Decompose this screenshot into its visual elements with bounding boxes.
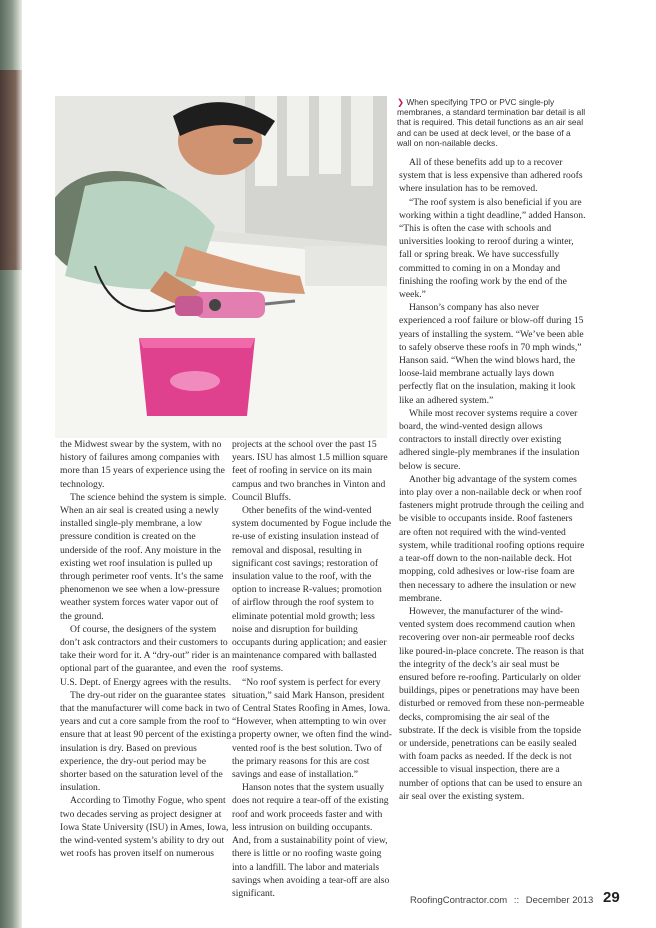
paragraph: However, the manufacturer of the wind-vented system does recommend caution when recovering over non-air permeable roof decks like poured-in-place concrete. The reason is that the integrity of the deck’s air seal must be ensured before re-roofing. Particularly on older buildings, pipes or penetrations may have been disturbed or removed from these non-permeable decks, compromising the air seal of the substrate. If the deck is visible from the topside or underside, penetrations can be easily sealed with foam packs as needed. If the deck is not accessible to visual inspection, there are a number of options that can be used to ensure an air seal over the existing system. [399, 605, 585, 802]
page-number: 29 [603, 889, 620, 906]
paragraph: projects at the school over the past 15 years. ISU has almost 1.5 million square feet of roofing in service on its main campus and two branches in Vinton and Council Bluffs. [232, 439, 388, 503]
caption-marker-icon: ❯ [397, 97, 405, 107]
paragraph: While most recover systems require a cover board, the wind-vented design allows contractors to install directly over existing adhered single-ply membranes if the insulation below is secure. [399, 407, 580, 472]
article-photo [55, 96, 387, 438]
paragraph: Hanson notes that the system usually does not require a tear-off of the existing roof and work proceeds faster and with less intrusion on building occupants. And, from a sustainability point of view, there is little or no roofing waste going into a landfill. The labor and materials savings when avoiding a tear-off are also significant. [232, 782, 390, 899]
paragraph: the Midwest swear by the system, with no history of failures among companies with more than 15 years of experience using the technology. [60, 439, 225, 490]
photo-caption [397, 97, 587, 148]
article-column-3 [399, 156, 586, 803]
caption-text: When specifying TPO or PVC single-ply membranes, a standard termination bar detail is all that is required. This detail functions as an air seal and can be used at deck level, or the base of a wall on non-nailable decks. [397, 97, 586, 148]
article-column-2 [232, 438, 392, 900]
footer-separator: :: [513, 895, 520, 906]
paragraph: Another big advantage of the system comes into play over a non-nailable deck or when roof fasteners might protrude through the ceiling and be visible to occupants inside. Roof fasteners are often not required with the wind-vented system, while traditional roofing options require a tear-off down to the non-nailable deck. Hot mopping, cold adhesives or low-rise foam are then necessary to adhere the insulation or new membrane. [399, 473, 585, 604]
paragraph: The science behind the system is simple. When an air seal is created using a newly installed single-ply membrane, a low pressure condition is created on the underside of the roof. Any moisture in the existing wet roof insulation is pulled up through perimeter roof vents. It’s the same phenomenon we see when a low-pressure weather system forces water vapor out of the ground. [60, 491, 227, 622]
paragraph: The dry-out rider on the guarantee states that the manufacturer will come back in two years and cut a core sample from the roof to ensure that at least 90 percent of the existing insulation is dry. Based on previous experience, the dry-out period may be shorter based on the saturation level of the insulation. [60, 689, 232, 794]
page-footer [410, 895, 593, 906]
article-column-1 [60, 438, 232, 861]
adjacent-page-edge [0, 0, 22, 928]
paragraph: Of course, the designers of the system don’t ask contractors and their customers to take their word for it. A “dry-out” rider is an optional part of the guarantee, and even the U.S. Dept. of Energy agrees with the results. [60, 623, 232, 688]
worker-installing-membrane-image [55, 96, 387, 438]
paragraph: “The roof system is also beneficial if you are working within a tight deadline,” added Hanson. “This is often the case with schools and universities looking to reroof during a winter, fall or spring break. We have successfully committed to coming in on a Monday and finishing the roofing work by the end of the week.” [399, 196, 586, 301]
paragraph: According to Timothy Fogue, who spent two decades serving as project designer at Iowa State University (ISU) in Ames, Iowa, the wind-vented system’s ability to dry out wet roofs has proven itself on numerous [60, 795, 229, 860]
paragraph: Other benefits of the wind-vented system documented by Fogue include the re-use of existing insulation instead of removal and disposal, resulting in significant cost savings; restoration of insulation value to the roof, with the option to increase R-values; promotion of airflow through the roof system to eliminate potential mold growth; less noise and disruption for building occupants during application; and easier maintenance compared with ballasted roof systems. [232, 505, 392, 675]
paragraph: All of these benefits add up to a recover system that is less expensive than adhered roofs where insulation has to be removed. [399, 157, 583, 195]
paragraph: “No roof system is perfect for every situation,” said Mark Hanson, president of Central States Roofing in Ames, Iowa. “However, when attempting to win over a property owner, we often find the wind-vented roof is the best solution. Two of the primary reasons for this are cost savings and ease of installation.” [232, 676, 392, 781]
publication-url: RoofingContractor.com [410, 895, 508, 906]
issue-date: December 2013 [525, 895, 594, 906]
paragraph: Hanson’s company has also never experienced a roof failure or blow-off during 15 years of installing the system. “We’ve been able to safely observe these roofs in 70 mph winds,” Hanson said. “When the wind blows hard, the loose-laid membrane actually lays down perfectly flat on the insulation, making it look like an adhered system.” [399, 302, 584, 406]
